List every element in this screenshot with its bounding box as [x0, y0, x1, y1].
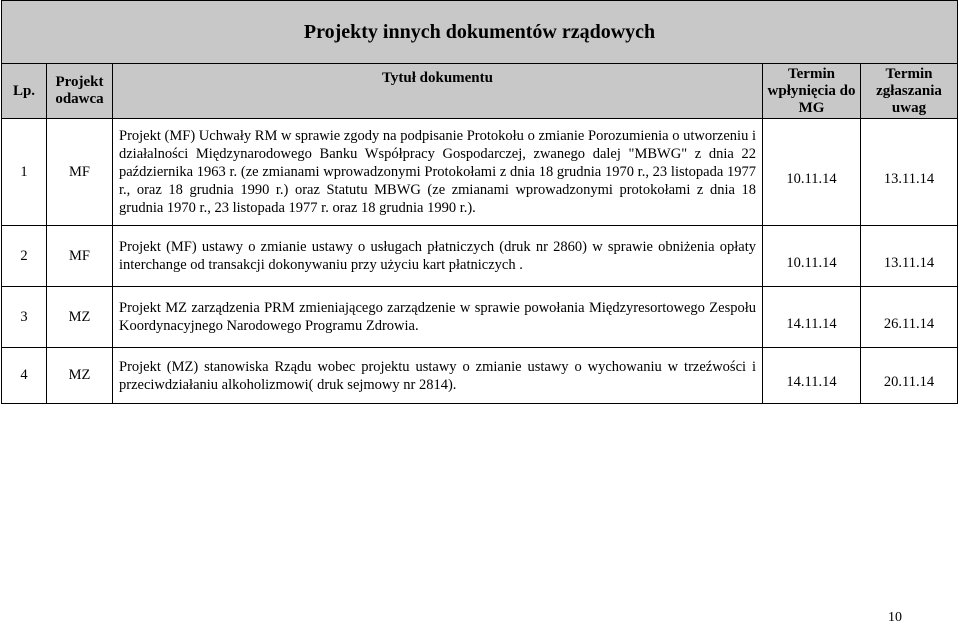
table-row	[2, 348, 958, 404]
page-title: Projekty innych dokumentów rządowych	[2, 1, 958, 64]
row-received-date: 10.11.14	[763, 119, 861, 226]
header-tytul: Tytuł dokumentu	[113, 64, 763, 119]
documents-table	[1, 0, 958, 404]
row-received-date: 14.11.14	[763, 287, 861, 348]
row-lp: 4	[2, 348, 47, 404]
row-title: Projekt MZ zarządzenia PRM zmieniającego zarządzenie w sprawie powołania Międzyresortowego Zespołu Koordynacyjnego Narodowego Programu Zdrowia.	[113, 287, 763, 348]
row-title: Projekt (MF) Uchwały RM w sprawie zgody na podpisanie Protokołu o zmianie Porozumienia o utworzeniu i działalności Międzynarodowego Banku Współpracy Gospodarczej, zwanego dalej "MBWG" z dnia 22 października 1963 r. (ze zmianami wprowadzonymi Protokołami z dnia 18 grudnia 1970 r., 23 listopada 1977 r., oraz 18 grudnia 1990 r.) oraz Statutu MBWG (ze zmianami wprowadzonymi protokołami z dnia 18 grudnia 1970 r., 23 listopada 1977 r. oraz 18 grudnia 1990 r.).	[113, 119, 763, 226]
header-lp: Lp.	[2, 64, 47, 119]
row-org: MZ	[47, 287, 113, 348]
header-projekt-odawca: Projekt odawca	[47, 64, 113, 119]
row-received-date: 14.11.14	[763, 348, 861, 404]
row-org: MF	[47, 226, 113, 287]
row-lp: 2	[2, 226, 47, 287]
row-deadline-date: 13.11.14	[861, 119, 958, 226]
table-row	[2, 287, 958, 348]
row-received-date: 10.11.14	[763, 226, 861, 287]
row-title: Projekt (MZ) stanowiska Rządu wobec projektu ustawy o zmianie ustawy o wychowaniu w trzeźwości i przeciwdziałaniu alkoholizmowi( druk sejmowy nr 2814).	[113, 348, 763, 404]
row-deadline-date: 20.11.14	[861, 348, 958, 404]
row-title: Projekt (MF) ustawy o zmianie ustawy o usługach płatniczych (druk nr 2860) w sprawie obniżenia opłaty interchange od transakcji dokonywaniu przy użyciu kart płatniczych .	[113, 226, 763, 287]
row-lp: 1	[2, 119, 47, 226]
row-org: MF	[47, 119, 113, 226]
page-number: 10	[888, 610, 902, 625]
header-termin-zglaszania: Termin zgłaszania uwag	[861, 64, 958, 119]
row-deadline-date: 13.11.14	[861, 226, 958, 287]
row-lp: 3	[2, 287, 47, 348]
table-row	[2, 226, 958, 287]
row-org: MZ	[47, 348, 113, 404]
table-row	[2, 119, 958, 226]
row-deadline-date: 26.11.14	[861, 287, 958, 348]
header-termin-wplyniecia: Termin wpłynięcia do MG	[763, 64, 861, 119]
